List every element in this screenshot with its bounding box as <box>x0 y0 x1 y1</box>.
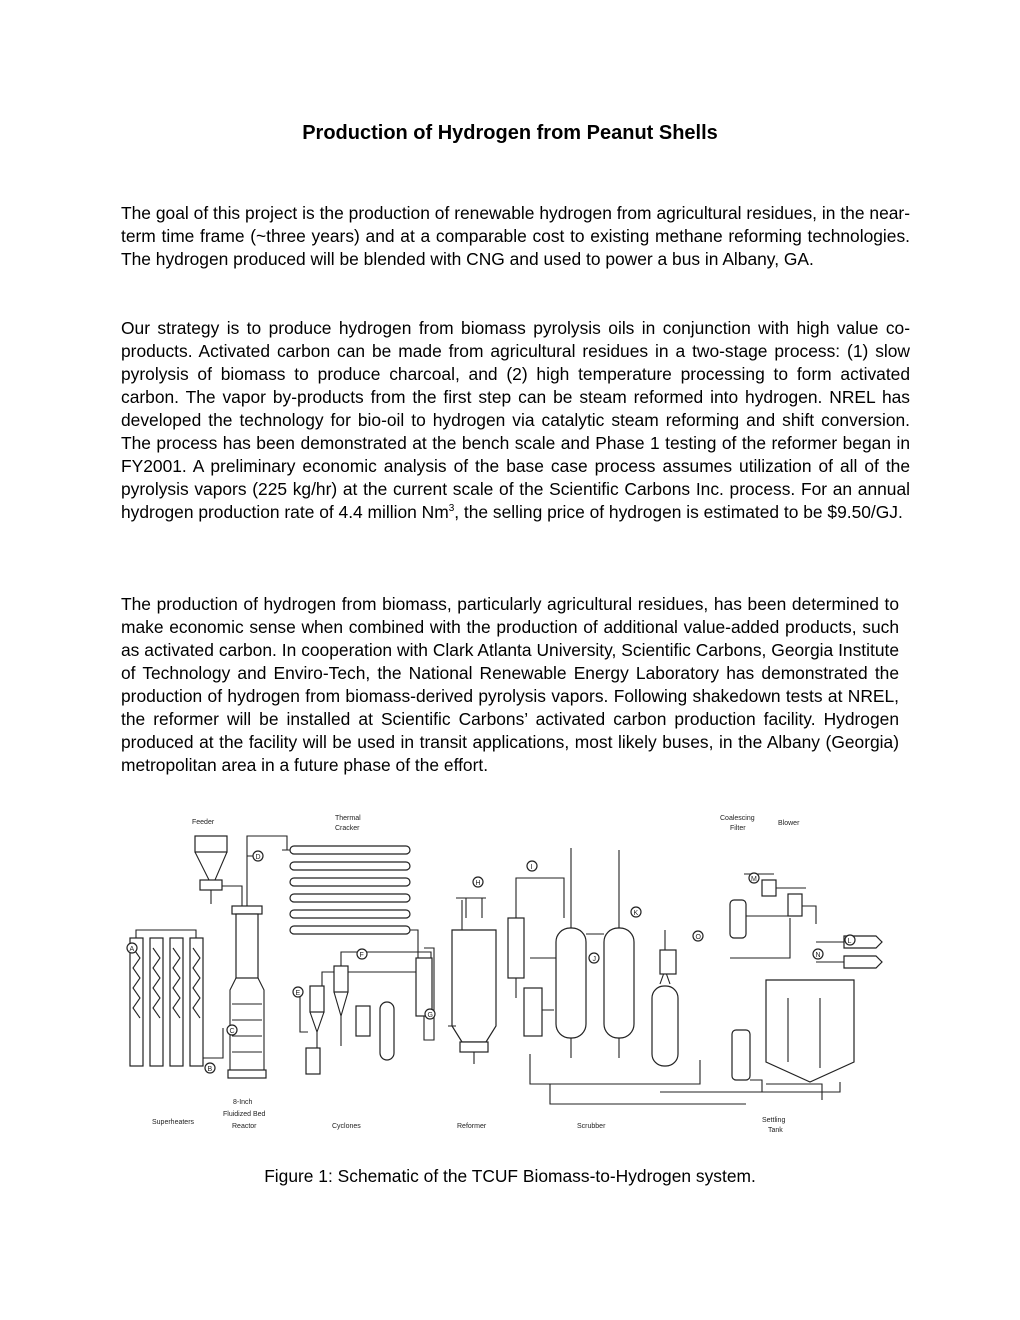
marker-e <box>293 987 303 997</box>
label-superheaters: Superheaters <box>152 1119 195 1126</box>
process-schematic <box>120 808 900 1138</box>
svg-text:H: H <box>475 880 481 887</box>
svg-text:B: B <box>207 1066 213 1073</box>
superscript-3: 3 <box>448 503 455 515</box>
marker-l <box>845 935 855 945</box>
svg-text:L: L <box>847 938 852 945</box>
reformer <box>448 898 496 1064</box>
paragraph-goal: The goal of this project is the production of renewable hydrogen from agricultural residues, in the near-term time frame (~three years) and at a comparable cost to existing methane reforming technologies. The hydrogen produced will be blended with CNG and used to power a bus in Albany, GA. <box>121 203 910 269</box>
marker-g <box>425 1009 435 1019</box>
marker-k <box>631 907 641 917</box>
marker-d <box>253 851 263 861</box>
marker-h <box>473 877 483 887</box>
svg-text:M: M <box>751 876 757 883</box>
label-scrubber: Scrubber <box>577 1123 606 1130</box>
cyclones <box>300 952 431 1074</box>
superheaters <box>130 930 223 1066</box>
svg-text:F: F <box>359 952 364 959</box>
strategy-text: Our strategy is to produce hydrogen from biomass pyrolysis oils in conjunction with high value co-products. Activated carbon can be made from agricultural residues in a two-stage process: (1) slow pyrolysis of biomass to produce charcoal, and (2) high temperature processing to form activated carbon. The vapor by-products from the first step can be steam reformed into hydrogen. NREL has developed the technology for bio-oil to hydrogen via catalytic steam reforming and shift conversion. The process has been demonstrated at the bench scale and Phase 1 testing of the reformer began in FY2001. A preliminary economic analysis of the base case process assumes utilization of all of the pyrolysis vapors (225 kg/hr) at the current scale of the Scientific Carbons Inc. process. For an annual hydrogen production rate of 4.4 million Nm <box>121 318 910 522</box>
marker-b <box>205 1063 215 1073</box>
label-feeder: Feeder <box>192 819 215 826</box>
label-cracker: Cracker <box>335 825 360 832</box>
marker-o <box>693 931 703 941</box>
svg-text:A: A <box>129 946 135 953</box>
coalescing-column <box>416 958 432 1016</box>
page-title: Production of Hydrogen from Peanut Shells <box>302 122 718 144</box>
marker-j <box>589 953 599 963</box>
svg-text:G: G <box>427 1012 433 1019</box>
label-thermal: Thermal <box>335 815 361 822</box>
feeder <box>195 836 242 906</box>
svg-text:E: E <box>295 990 301 997</box>
bottom-pipe <box>530 1054 746 1104</box>
svg-text:J: J <box>592 956 596 963</box>
fluidized-bed-reactor <box>228 836 277 1078</box>
settling-tank <box>660 980 854 1100</box>
marker-f <box>357 949 367 959</box>
marker-i <box>527 861 537 871</box>
label-blower: Blower <box>778 820 800 827</box>
svg-text:K: K <box>633 910 639 917</box>
figure-caption: Figure 1: Schematic of the TCUF Biomass-to-Hydrogen system. <box>264 1166 756 1186</box>
svg-text:C: C <box>229 1028 235 1035</box>
label-reformer: Reformer <box>457 1123 487 1130</box>
label-settling: Settling <box>762 1117 786 1124</box>
scrubber <box>524 848 634 1058</box>
label-reactor-1: 8-Inch <box>233 1099 253 1106</box>
label-filter: Filter <box>730 825 746 832</box>
blower-assembly <box>730 874 882 968</box>
svg-text:I: I <box>530 864 533 871</box>
strategy-text-end: , the selling price of hydrogen is estimated to be $9.50/GJ. <box>454 502 903 522</box>
label-coalescing: Coalescing <box>720 815 755 822</box>
label-tank: Tank <box>768 1127 783 1134</box>
label-reactor-3: Reactor <box>232 1123 257 1130</box>
paragraph-strategy <box>121 317 910 524</box>
marker-m <box>749 873 759 883</box>
label-reactor-2: Fluidized Bed <box>223 1111 266 1118</box>
svg-text:D: D <box>255 854 261 861</box>
marker-a <box>127 943 137 953</box>
svg-text:N: N <box>815 952 821 959</box>
marker-c <box>227 1025 237 1035</box>
label-cyclones: Cyclones <box>332 1123 361 1130</box>
marker-n <box>813 949 823 959</box>
secondary-vessel <box>652 930 678 1066</box>
svg-text:O: O <box>695 934 701 941</box>
quench-column <box>508 918 524 978</box>
paragraph-production: The production of hydrogen from biomass, particularly agricultural residues, has been determined to make economic sense when combined with the production of additional value-added products, such as activated carbon. In cooperation with Clark Atlanta University, Scientific Carbons, Georgia Institute of Technology and Enviro-Tech, the National Renewable Energy Laboratory has demonstrated the production of hydrogen from biomass-derived pyrolysis vapors. Following shakedown tests at NREL, the reformer will be installed at Scientific Carbons’ activated carbon production facility. Hydrogen produced at the facility will be used in transit applications, most likely buses, in the Albany (Georgia) metropolitan area in a future phase of the effort. <box>121 594 899 775</box>
